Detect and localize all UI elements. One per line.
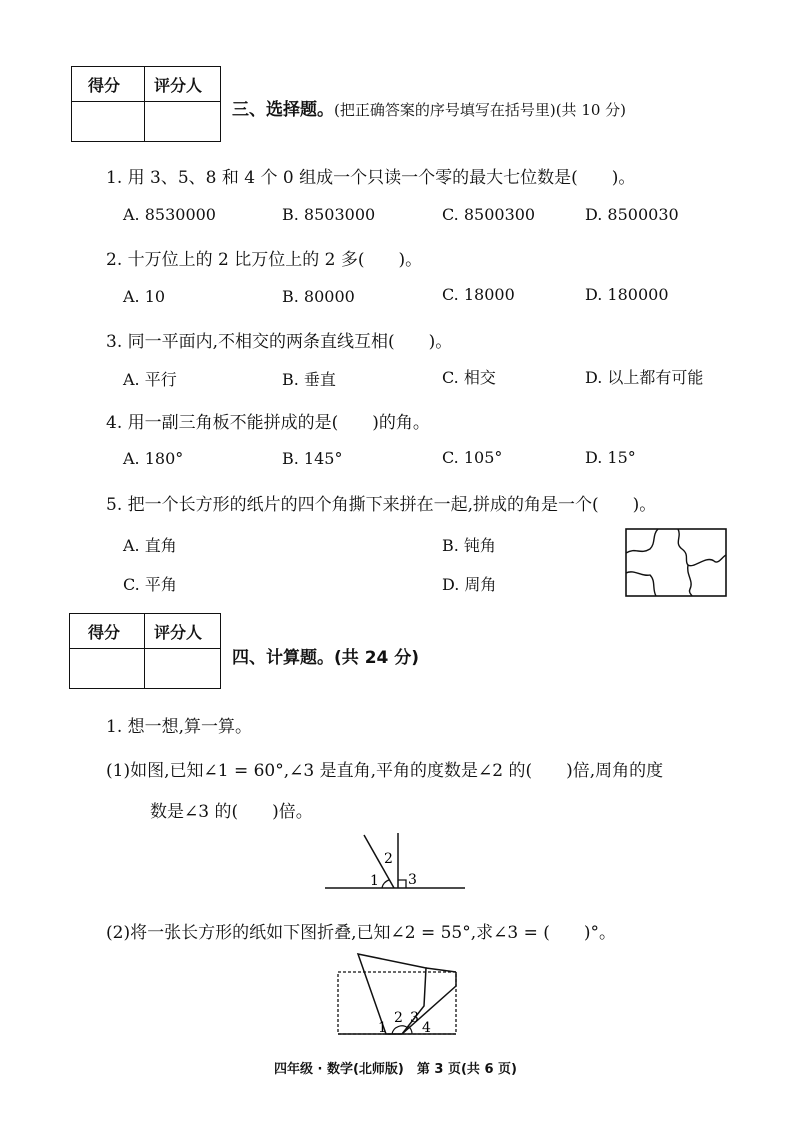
page-footer: 四年级 · 数学(北师版) 第 3 页(共 6 页) <box>274 1062 517 1077</box>
option-4d: D. 15° <box>585 448 636 467</box>
section4-question-1: 1. 想一想,算一算。 <box>106 717 253 737</box>
option-4b: B. 145° <box>282 449 343 468</box>
score-box-section3 <box>71 66 221 142</box>
angle-label-2: 2 <box>384 851 393 867</box>
section3-title: 三、选择题。 <box>232 100 334 120</box>
option-3b: B. 垂直 <box>282 370 336 389</box>
section3-note: (把正确答案的序号填写在括号里)(共 10 分) <box>334 101 627 119</box>
grader-label: 评分人 <box>154 623 203 642</box>
subquestion-2: (2)将一张长方形的纸如下图折叠,已知∠2 = 55°,求∠3 = ( )°。 <box>106 923 617 943</box>
option-4c: C. 105° <box>442 448 503 467</box>
option-4a: A. 180° <box>123 449 184 468</box>
folded-paper-figure <box>330 950 470 1042</box>
question-2: 2. 十万位上的 2 比万位上的 2 多( )。 <box>106 250 423 270</box>
angle-label-3: 3 <box>408 872 417 888</box>
option-1b: B. 8503000 <box>282 205 376 224</box>
question-3: 3. 同一平面内,不相交的两条直线互相( )。 <box>106 332 453 352</box>
angle-figure-1 <box>320 825 470 895</box>
option-3a: A. 平行 <box>123 370 177 389</box>
option-1a: A. 8530000 <box>123 205 216 224</box>
score-box-divider <box>144 614 145 688</box>
question-5: 5. 把一个长方形的纸片的四个角撕下来拼在一起,拼成的角是一个( )。 <box>106 495 657 515</box>
section4-title: 四、计算题。(共 24 分) <box>232 648 420 668</box>
subquestion-1-line2: 数是∠3 的( )倍。 <box>150 802 313 822</box>
option-3d: D. 以上都有可能 <box>585 368 704 387</box>
score-box-section4 <box>69 613 221 689</box>
score-label: 得分 <box>88 623 121 642</box>
option-2d: D. 180000 <box>585 285 669 304</box>
torn-paper-figure <box>622 525 730 601</box>
fold-label-3: 3 <box>410 1010 419 1026</box>
subquestion-1-line1: (1)如图,已知∠1 = 60°,∠3 是直角,平角的度数是∠2 的( )倍,周角的度 <box>106 761 664 781</box>
option-5a: A. 直角 <box>123 536 177 555</box>
option-2b: B. 80000 <box>282 287 355 306</box>
score-box-divider <box>70 648 220 649</box>
option-1d: D. 8500030 <box>585 205 679 224</box>
score-label: 得分 <box>88 76 121 95</box>
question-1: 1. 用 3、5、8 和 4 个 0 组成一个只读一个零的最大七位数是( )。 <box>106 168 636 188</box>
angle-label-1: 1 <box>370 873 379 889</box>
option-5b: B. 钝角 <box>442 536 496 555</box>
fold-label-2: 2 <box>394 1010 403 1026</box>
option-1c: C. 8500300 <box>442 205 536 224</box>
option-2a: A. 10 <box>123 287 166 306</box>
option-3c: C. 相交 <box>442 368 496 387</box>
fold-label-4: 4 <box>422 1020 431 1036</box>
fold-label-1: 1 <box>378 1020 387 1036</box>
option-5d: D. 周角 <box>442 575 497 594</box>
grader-label: 评分人 <box>154 76 203 95</box>
score-box-divider <box>144 67 145 141</box>
option-5c: C. 平角 <box>123 575 177 594</box>
section3-heading <box>232 95 626 120</box>
score-box-divider <box>72 101 220 102</box>
option-2c: C. 18000 <box>442 285 515 304</box>
question-4: 4. 用一副三角板不能拼成的是( )的角。 <box>106 413 430 433</box>
